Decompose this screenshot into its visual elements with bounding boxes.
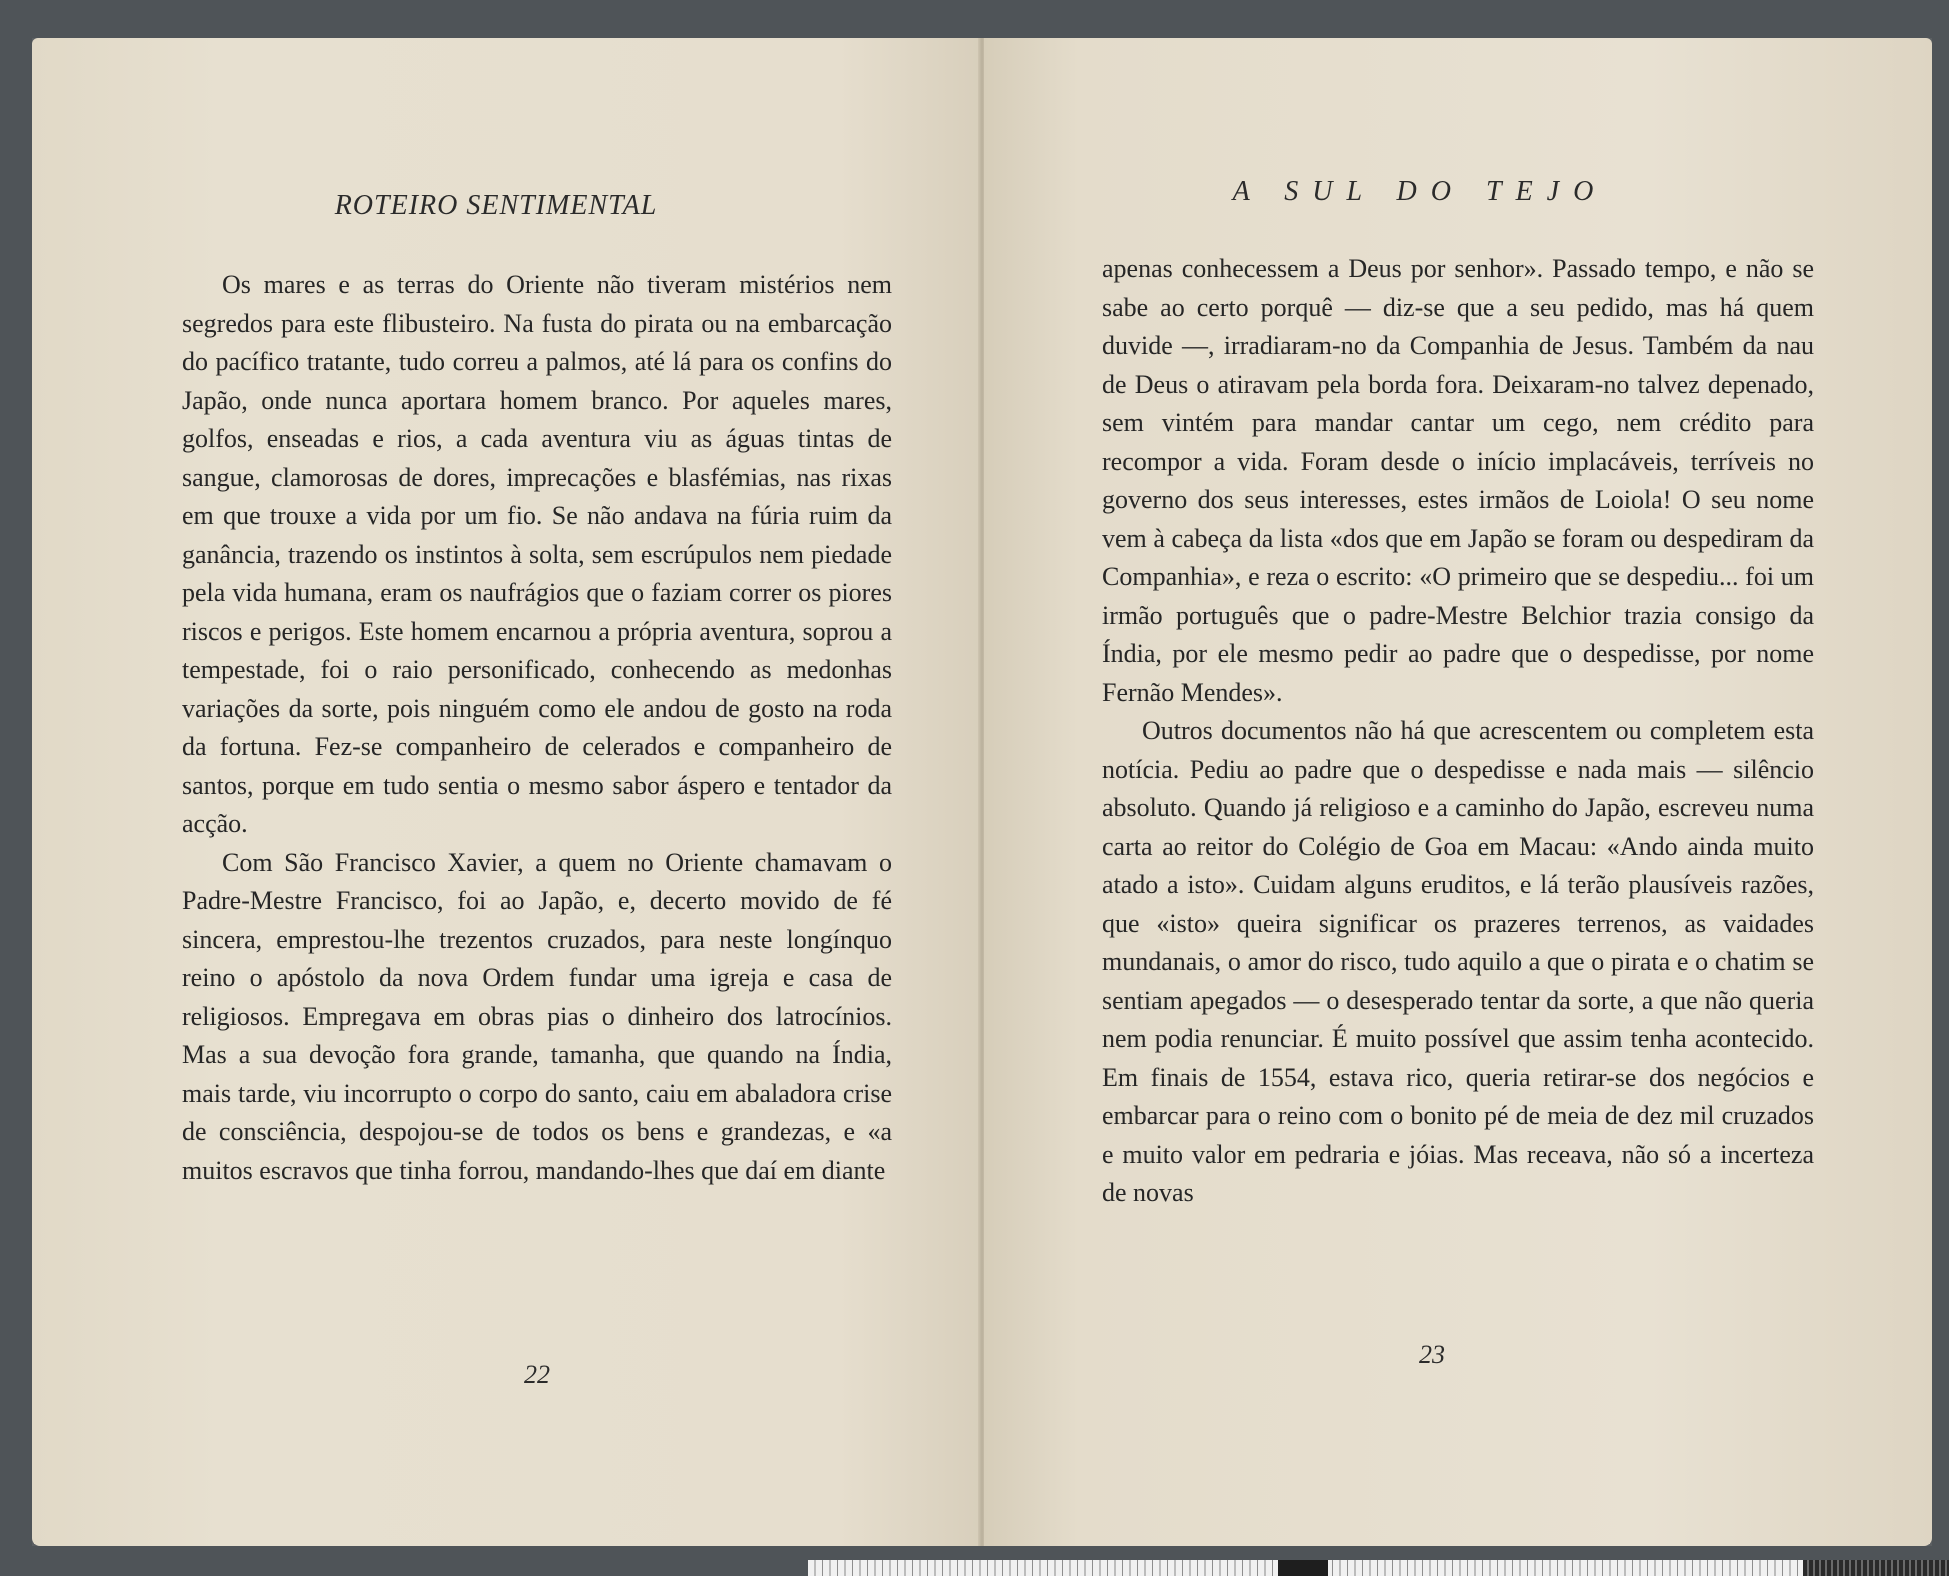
scale-bar-end-segment: [1803, 1560, 1949, 1576]
left-paragraph-2: Com São Francisco Xavier, a quem no Oriente chamavam o Padre-Mestre Francisco, foi ao Japão, e, decerto movido de fé sincera, emprestou-lhe trezentos cruzados, para neste longínquo reino o apóstolo da nova Ordem fundar uma igreja e casa de religiosos. Empregava em obras pias o dinheiro dos latrocínios. Mas a sua devoção fora grande, tamanha, que quando na Índia, mais tarde, viu incorrupto o corpo do santo, caiu em abaladora crise de consciência, despojou-se de todos os bens e grandezas, e «a muitos escravos que tinha forrou, mandando-lhes que daí em diante: [182, 847, 892, 1185]
left-running-head: ROTEIRO SENTIMENTAL: [334, 190, 658, 221]
left-page-number: 22: [524, 1360, 550, 1389]
right-text-block: [1102, 250, 1814, 1213]
right-page: [984, 38, 1932, 1546]
color-scale-bar: [808, 1560, 1949, 1576]
right-paragraph-2: Outros documentos não há que acrescentem ou completem esta notícia. Pediu ao padre que o despedisse e nada mais — silêncio absoluto. Quando já religioso e a caminho do Japão, escreveu numa carta ao reitor do Colégio de Goa em Macau: «Ando ainda muito atado a isto». Cuidam alguns eruditos, e lá terão plausíveis razões, que «isto» queira significar os prazeres terrenos, as vaidades mundanais, o amor do risco, tudo aquilo a que o pirata e o chatim se sentiam apegados — o desesperado tentar da sorte, a que não queria nem podia renunciar. É muito possível que assim tenha acontecido. Em finais de 1554, estava rico, queria retirar-se dos negócios e embarcar para o reino com o bonito pé de meia de dez mil cruzados e muito valor em pedraria e jóias. Mas receava, não só a incerteza de novas: [1102, 716, 1814, 1207]
left-page: [32, 38, 980, 1546]
left-text-block: [182, 266, 892, 1190]
right-running-head: A SUL DO TEJO: [1232, 176, 1608, 207]
right-paragraph-1: apenas conhecessem a Deus por senhor». Passado tempo, e não se sabe ao certo porquê — diz-se que a seu pedido, mas há quem duvide —, irradiaram-no da Companhia de Jesus. Também da nau de Deus o atiravam pela borda fora. Deixaram-no talvez depenado, sem vintém para mandar cantar um cego, nem crédito para recompor a vida. Foram desde o início implacáveis, terríveis no governo dos seus interesses, estes irmãos de Loiola! O seu nome vem à cabeça da lista «dos que em Japão se foram ou despediram da Companhia», e reza o escrito: «O primeiro que se despediu... foi um irmão português que o padre-Mestre Belchior trazia consigo da Índia, por ele mesmo pedir ao padre que o despedisse, por nome Fernão Mendes».: [1102, 254, 1814, 707]
right-page-number: 23: [1419, 1340, 1445, 1369]
book-spread: [32, 38, 1932, 1546]
scale-bar-dark-segment: [1278, 1560, 1328, 1576]
left-paragraph-1: Os mares e as terras do Oriente não tiveram mistérios nem segredos para este flibusteiro. Na fusta do pirata ou na embarcação do pacífico tratante, tudo correu a palmos, até lá para os confins do Japão, onde nunca aportara homem branco. Por aqueles mares, golfos, enseadas e rios, a cada aventura viu as águas tintas de sangue, clamorosas de dores, imprecações e blasfémias, nas rixas em que trouxe a vida por um fio. Se não andava na fúria ruim da ganância, trazendo os instintos à solta, sem escrúpulos nem piedade pela vida humana, eram os naufrágios que o faziam correr os piores riscos e perigos. Este homem encarnou a própria aventura, soprou a tempestade, foi o raio personificado, conhecendo as medonhas variações da sorte, pois ninguém como ele andou de gosto na roda da fortuna. Fez-se companheiro de celerados e companheiro de santos, porque em tudo sentia o mesmo sabor áspero e tentador da acção.: [182, 270, 892, 838]
